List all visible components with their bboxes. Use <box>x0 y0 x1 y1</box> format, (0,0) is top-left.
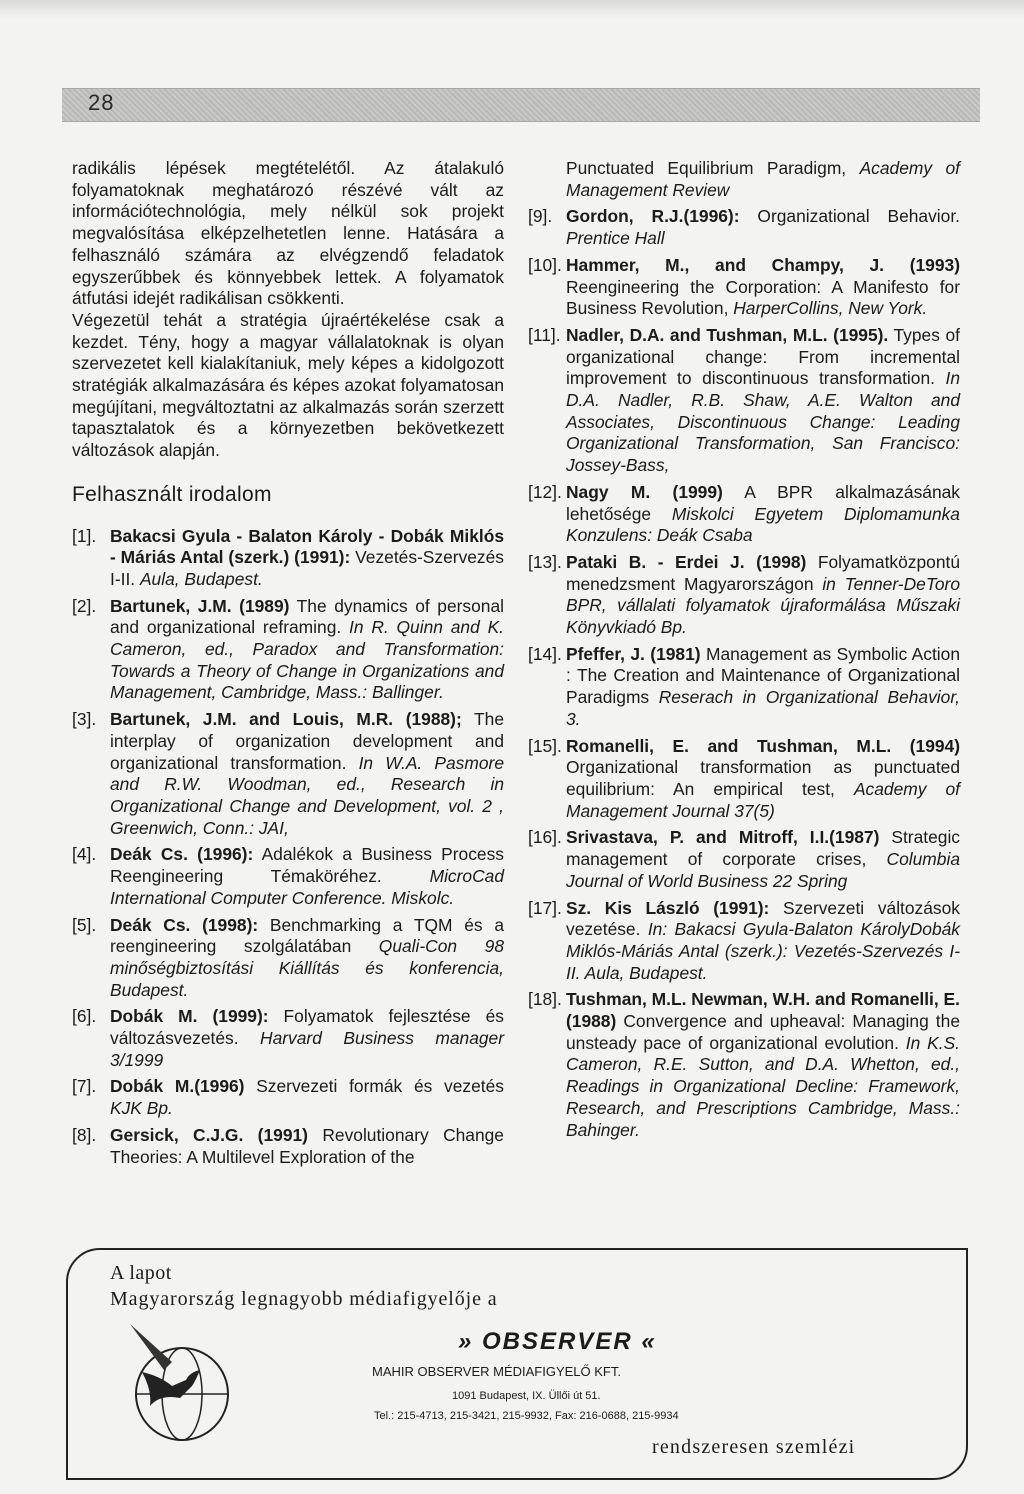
reference-continuation: Punctuated Equilibrium Paradigm, Academy of Management Review <box>566 158 961 200</box>
reference-number: [10]. <box>528 254 562 275</box>
reference-text <box>566 898 960 985</box>
reference-title: Types of organizational change: From incremental improvement to discontinuous transformation. <box>566 324 960 389</box>
reference-authors: Tushman, M.L. Newman, W.H. and Romanelli, E. (1988) <box>566 989 960 1032</box>
reference-authors: Dobák M. (1999): <box>110 1006 269 1027</box>
reference-text <box>566 255 960 320</box>
reference-item <box>72 1076 504 1119</box>
reference-number: [3]. <box>72 709 97 730</box>
reference-number: [4]. <box>72 844 97 865</box>
reference-source: in Tenner-DeToro BPR, vállalati folyamatok újraformálása Műszaki Könyvkiadó Bp. <box>566 573 960 638</box>
reference-authors: Hammer, M., and Champy, J. (1993) <box>566 254 960 275</box>
reference-item <box>72 1125 504 1168</box>
reference-text <box>566 482 960 547</box>
reference-text <box>566 206 960 249</box>
reference-number: [13]. <box>528 551 562 572</box>
reference-authors: Nagy M. (1999) <box>566 481 723 502</box>
reference-source: KJK Bp. <box>110 1098 173 1119</box>
reference-text <box>566 989 960 1141</box>
reference-source: HarperCollins, New York. <box>733 298 928 319</box>
company-name: MAHIR OBSERVER MÉDIAFIGYELŐ KFT. <box>372 1364 621 1379</box>
reference-item <box>528 255 960 320</box>
reference-text <box>110 709 504 839</box>
header-band <box>62 88 980 122</box>
reference-list <box>528 206 960 1141</box>
reference-source: In K.S. Cameron, R.E. Sutton, and D.A. Whetton, ed., Readings in Organizational Decline: Framework, Research, and Prescriptions Cambridge, Mass.: Bahinger. <box>566 1032 960 1140</box>
reference-item <box>528 898 960 985</box>
reference-title: Szervezeti formák és vezetés <box>244 1076 504 1097</box>
reference-title: Reengineering the Corporation: A Manifesto for Business Revolution, <box>566 276 960 319</box>
reference-number: [6]. <box>72 1006 97 1027</box>
reference-authors: Sz. Kis László (1991): <box>566 897 770 918</box>
reference-title: Strategic management of corporate crises, <box>566 827 960 870</box>
reference-title: A BPR alkalmazásának lehetősége <box>566 481 960 524</box>
reference-number: [9]. <box>528 206 553 227</box>
right-column <box>528 158 960 1146</box>
reference-authors: Romanelli, E. and Tushman, M.L. (1994) <box>566 735 960 756</box>
reference-text <box>110 1006 504 1071</box>
reference-title: Revolutionary Change Theories: A Multilevel Exploration of the <box>110 1124 504 1167</box>
page-number: 28 <box>88 90 115 115</box>
reference-text <box>566 325 960 477</box>
reference-number: [5]. <box>72 914 97 935</box>
reference-source: Reserach in Organizational Behavior, 3. <box>566 687 960 729</box>
reference-item <box>528 989 960 1141</box>
reference-number: [18]. <box>528 989 562 1010</box>
reference-title: Convergence and upheaval: Managing the unsteady pace of organizational evolution. <box>566 1011 960 1053</box>
reference-source: Columbia Journal of World Business 22 Spring <box>566 849 960 891</box>
reference-authors: Bakacsi Gyula - Balaton Károly - Dobák Miklós - Máriás Antal (szerk.) (1991): <box>110 525 504 568</box>
reference-title: Organizational Behavior. <box>739 206 960 227</box>
reference-item <box>528 736 960 823</box>
reference-authors: Deák Cs. (1996): <box>110 844 254 865</box>
reference-item <box>528 482 960 547</box>
reference-item <box>72 709 504 839</box>
reference-number: [7]. <box>72 1076 97 1097</box>
reference-title: The dynamics of personal and organizational reframing. <box>110 595 504 638</box>
reference-title: Vezetés-Szervezés I-II. <box>110 547 504 589</box>
advertisement-box <box>66 1248 968 1480</box>
reference-item <box>528 552 960 639</box>
reference-item <box>72 844 504 909</box>
reference-text <box>566 552 960 639</box>
reference-number: [14]. <box>528 643 562 664</box>
reference-number: [1]. <box>72 525 97 546</box>
advert-line-2: Magyarország legnagyobb médiafigyelője a <box>110 1288 498 1310</box>
reference-source: MicroCad International Computer Conference. Miskolc. <box>110 866 504 908</box>
reference-text <box>110 1125 504 1168</box>
reference-source: Academy of Management Journal 37(5) <box>566 778 960 821</box>
reference-title: Benchmarking a TQM és a reengineering szolgálatában <box>110 914 504 957</box>
reference-number: [8]. <box>72 1124 97 1145</box>
reference-number: [12]. <box>528 481 562 502</box>
reference-title: Szervezeti változások vezetése. <box>566 897 960 940</box>
reference-title: Organizational transformation as punctuated equilibrium: An empirical test, <box>566 757 960 799</box>
reference-text <box>110 596 504 705</box>
advert-line-1: A lapot <box>110 1262 172 1284</box>
reference-number: [11]. <box>528 324 561 345</box>
reference-title: Management as Symbolic Action : The Creation and Maintenance of Organizational Paradigms <box>566 643 960 708</box>
reference-item <box>528 644 960 731</box>
company-phone: Tel.: 215-4713, 215-3421, 215-9932, Fax: 216-0688, 215-9934 <box>374 1410 679 1422</box>
reference-text <box>566 736 960 823</box>
reference-authors: Gordon, R.J.(1996): <box>566 206 740 227</box>
reference-authors: Srivastava, P. and Mitroff, I.I.(1987) <box>566 827 880 848</box>
reference-text <box>566 827 960 892</box>
reference-number: [2]. <box>72 595 97 616</box>
reference-authors: Deák Cs. (1998): <box>110 914 259 935</box>
reference-item <box>72 915 504 1002</box>
company-address: 1091 Budapest, IX. Üllői út 51. <box>452 1390 601 1402</box>
reference-text <box>566 644 960 731</box>
reference-item <box>72 526 504 591</box>
reference-number: [15]. <box>528 735 562 756</box>
reference-authors: Pfeffer, J. (1981) <box>566 643 701 664</box>
reference-source: In: Bakacsi Gyula-Balaton KárolyDobák Miklós-Máriás Antal (szerk.): Vezetés-Szervezés I-II. Aula, Budapest. <box>566 919 960 983</box>
reference-title: The interplay of organization development and organizational transformation. <box>110 709 505 773</box>
reference-source: Aula, Budapest. <box>139 568 263 589</box>
reference-item <box>72 1006 504 1071</box>
reference-title: Folyamatok fejlesztése és változásvezetés. <box>110 1006 504 1049</box>
reference-authors: Gersick, C.J.G. (1991) <box>110 1124 308 1145</box>
references-heading: Felhasznált irodalom <box>72 482 272 506</box>
reference-item <box>528 206 960 249</box>
reference-source: Prentice Hall <box>566 228 665 249</box>
brand-name: » OBSERVER « <box>458 1328 657 1355</box>
reference-source: Miskolci Egyetem Diplomamunka Konzulens: Deák Csaba <box>566 503 960 546</box>
reference-item <box>72 596 504 705</box>
reference-list <box>72 526 504 1169</box>
reference-item <box>528 827 960 892</box>
reference-text <box>110 844 504 909</box>
body-paragraph: Végezetül tehát a stratégia újraértékelése csak a kezdet. Tény, hogy a magyar vállalatoknak is olyan szervezetet kell kialakítaniuk, mely képes a kidolgozott stratégiák alkalmazására és képes azokat folyamatosan megújítani, megváltoztatni az alkalmazás során szerzett tapasztalatok és a környezetben bekövetkezett változások alapján. <box>72 309 504 461</box>
scan-top-shadow <box>0 0 1024 18</box>
reference-authors: Nadler, D.A. and Tushman, M.L. (1995). <box>566 324 889 345</box>
reference-source: In W.A. Pasmore and R.W. Woodman, ed., Research in Organizational Change and Development, vol. 2 , Greenwich, Conn.: JAI, <box>110 752 504 838</box>
body-paragraph: radikális lépések megtételétől. Az átalakuló folyamatoknak meghatározó részévé vált az információtechnológia, mely nélkül sok projekt megvalósítása elképzelhetetlen lenne. Hatására a felhasználó számára az elvégzendő feladatok egyszerűbbek és könnyebbek lettek. A folyamatok átfutási idejét radikálisan csökkenti. <box>72 158 504 309</box>
reference-authors: Bartunek, J.M. and Louis, M.R. (1988); <box>110 709 462 730</box>
reference-source: In D.A. Nadler, R.B. Shaw, A.E. Walton and Associates, Discontinuous Change: Leading Organizational Transformation, San Francisco: Jossey-Bass, <box>566 368 960 476</box>
reference-source: In R. Quinn and K. Cameron, ed., Paradox and Transformation: Towards a Theory of Change in Organizations and Management, Cambridge, Mass.: Ballinger. <box>110 617 505 703</box>
left-column <box>72 158 504 1173</box>
reference-source: Harvard Business manager 3/1999 <box>110 1028 504 1070</box>
reference-title: Adalékok a Business Process Reengineering Témaköréhez. <box>110 844 504 887</box>
eagle-globe-icon <box>120 1314 240 1454</box>
reference-number: [16]. <box>528 827 562 848</box>
reference-text <box>110 1076 504 1119</box>
advert-slogan: rendszeresen szemlézi <box>652 1436 856 1458</box>
reference-authors: Dobák M.(1996) <box>110 1076 245 1097</box>
reference-item <box>528 325 960 477</box>
reference-text <box>110 915 504 1002</box>
reference-number: [17]. <box>528 897 562 918</box>
reference-authors: Bartunek, J.M. (1989) <box>110 595 290 616</box>
reference-source: Quali-Con 98 minőségbiztosítási Kiállítás és konferencia, Budapest. <box>110 936 504 1000</box>
reference-authors: Pataki B. - Erdei J. (1998) <box>566 551 807 572</box>
reference-text <box>110 526 504 591</box>
reference-title: Folyamatközpontú menedzsment Magyarországon <box>566 551 960 594</box>
